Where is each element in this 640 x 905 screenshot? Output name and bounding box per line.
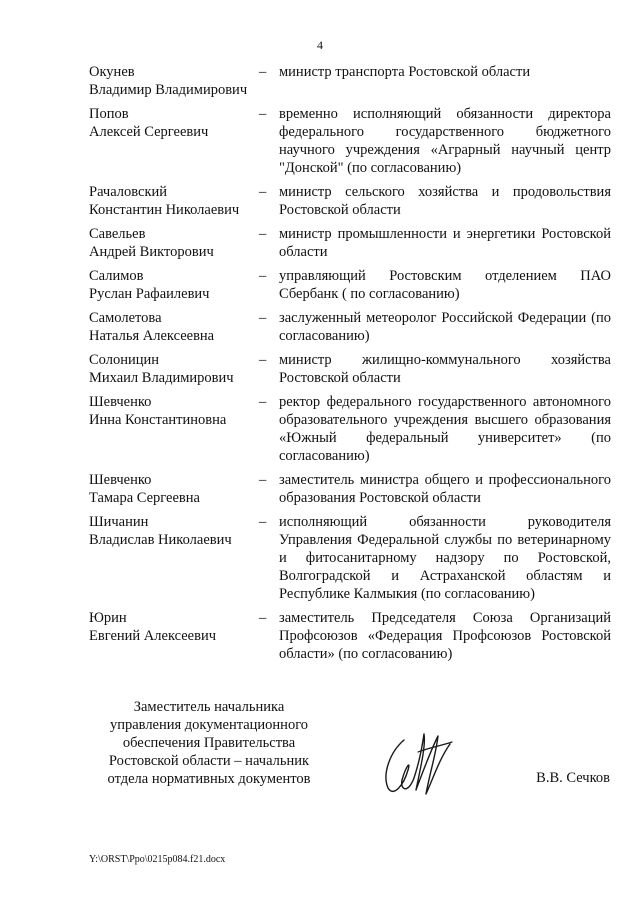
- dash-separator: –: [259, 64, 267, 80]
- signatory-title-line: отдела нормативных документов: [107, 771, 311, 787]
- signatory-title-line: Ростовской области – начальник: [108, 753, 310, 769]
- dash-separator: –: [259, 310, 267, 326]
- member-name: [89, 609, 259, 663]
- member-surname: Попов: [89, 106, 129, 122]
- member-name: [89, 183, 259, 219]
- member-surname: Шевченко: [89, 472, 152, 488]
- member-row: [89, 513, 611, 603]
- member-surname: Шевченко: [89, 394, 152, 410]
- member-role: министр сельского хозяйства и продовольствия Ростовской области: [279, 184, 611, 218]
- member-role: заслуженный метеоролог Российской Федерации (по согласованию): [279, 310, 611, 344]
- member-given-names: Наталья Алексеевна: [89, 328, 215, 344]
- member-name: [89, 393, 259, 465]
- member-given-names: Руслан Рафаилевич: [89, 286, 210, 302]
- dash-separator: –: [259, 352, 267, 368]
- dash-separator: –: [259, 226, 267, 242]
- member-name: [89, 225, 259, 261]
- dash-separator: –: [259, 472, 267, 488]
- member-surname: Самолетова: [89, 310, 162, 326]
- member-row: [89, 471, 611, 507]
- dash-separator: –: [259, 394, 267, 410]
- member-row: [89, 183, 611, 219]
- signer-name: В.В. Сечков: [536, 770, 610, 786]
- member-surname: Юрин: [89, 610, 127, 626]
- member-role: управляющий Ростовским отделением ПАО Сбербанк ( по согласованию): [279, 268, 611, 302]
- member-row: [89, 309, 611, 345]
- dash-separator: –: [259, 268, 267, 284]
- member-role: заместитель министра общего и профессионального образования Ростовской области: [279, 472, 611, 506]
- member-given-names: Владимир Владимирович: [89, 82, 248, 98]
- member-given-names: Алексей Сергеевич: [89, 124, 209, 140]
- member-role: министр промышленности и энергетики Ростовской области: [279, 226, 611, 260]
- member-name: [89, 267, 259, 303]
- member-surname: Шичанин: [89, 514, 149, 530]
- member-given-names: Евгений Алексеевич: [89, 628, 217, 644]
- member-role: ректор федерального государственного автономного образовательного учреждения высшего образования «Южный федеральный университет» (по согласованию): [279, 394, 611, 464]
- member-surname: Окунев: [89, 64, 135, 80]
- handwritten-signature: [378, 722, 456, 802]
- file-path: Y:\ORST\Ppo\0215p084.f21.docx: [89, 854, 226, 865]
- member-name: [89, 63, 259, 99]
- member-row: [89, 225, 611, 261]
- member-row: [89, 267, 611, 303]
- page-number: 4: [317, 38, 323, 52]
- signatory-title-line: Заместитель начальника: [133, 699, 285, 715]
- member-name: [89, 471, 259, 507]
- member-role: временно исполняющий обязанности директора федерального государственного бюджетного научного учреждения «Аграрный научный центр "Донской" (по согласованию): [279, 106, 611, 176]
- member-list: [89, 63, 611, 669]
- member-given-names: Андрей Викторович: [89, 244, 214, 260]
- signatory-title-line: обеспечения Правительства: [122, 735, 296, 751]
- member-given-names: Владислав Николаевич: [89, 532, 232, 548]
- member-surname: Савельев: [89, 226, 146, 242]
- member-role: министр транспорта Ростовской области: [279, 64, 531, 80]
- member-given-names: Тамара Сергеевна: [89, 490, 200, 506]
- member-name: [89, 513, 259, 603]
- member-surname: Салимов: [89, 268, 144, 284]
- member-name: [89, 105, 259, 177]
- member-row: [89, 351, 611, 387]
- member-given-names: Инна Константиновна: [89, 412, 227, 428]
- member-given-names: Константин Николаевич: [89, 202, 240, 218]
- dash-separator: –: [259, 184, 267, 200]
- member-name: [89, 351, 259, 387]
- dash-separator: –: [259, 610, 267, 626]
- signatory-title: [94, 698, 324, 788]
- member-row: [89, 393, 611, 465]
- member-row: [89, 609, 611, 663]
- dash-separator: –: [259, 514, 267, 530]
- member-surname: Рачаловский: [89, 184, 168, 200]
- member-role: заместитель Председателя Союза Организаций Профсоюзов «Федерация Профсоюзов Ростовской области» (по согласованию): [279, 610, 611, 662]
- signatory-title-line: управления документационного: [109, 717, 309, 733]
- member-row: [89, 63, 611, 99]
- member-given-names: Михаил Владимирович: [89, 370, 234, 386]
- member-surname: Солоницин: [89, 352, 160, 368]
- member-role: министр жилищно-коммунального хозяйства Ростовской области: [279, 352, 611, 386]
- member-role: исполняющий обязанности руководителя Управления Федеральной службы по ветеринарному и фитосанитарному надзору по Ростовской, Волгоградской и Астраханской областям и Республике Калмыкия (по согласованию): [279, 514, 611, 602]
- dash-separator: –: [259, 106, 267, 122]
- member-row: [89, 105, 611, 177]
- member-name: [89, 309, 259, 345]
